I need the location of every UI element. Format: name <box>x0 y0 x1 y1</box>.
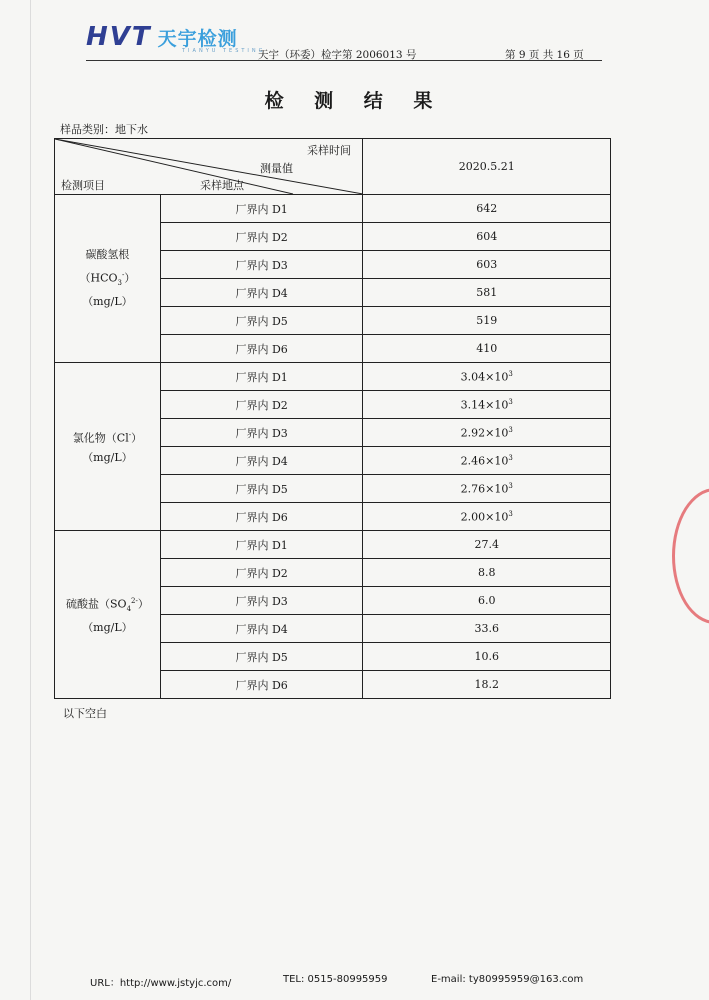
sampling-location: 厂界内 D4 <box>160 615 363 643</box>
measured-value: 642 <box>363 195 611 223</box>
measured-value: 10.6 <box>363 643 611 671</box>
sampling-location: 厂界内 D4 <box>160 447 363 475</box>
measured-value: 8.8 <box>363 559 611 587</box>
measured-value: $3.14\times 10^3$ <box>363 391 611 419</box>
table-header-row <box>55 139 611 195</box>
table-row <box>55 363 611 391</box>
sampling-location: 厂界内 D1 <box>160 363 363 391</box>
footer-email: E-mail: ty80995959@163.com <box>431 974 584 985</box>
sampling-location: 厂界内 D2 <box>160 559 363 587</box>
test-item-unit: （mg/L） <box>82 621 133 635</box>
sampling-point-label: 采样地点 <box>200 179 244 192</box>
page-number: 第 9 页 共 16 页 <box>505 49 584 61</box>
measured-value: $2.76\times 10^3$ <box>363 475 611 503</box>
test-item-cell <box>55 363 161 531</box>
test-item-formula: $(HCO_3^-)$ <box>79 270 136 287</box>
test-item-cell <box>55 531 161 699</box>
logo-chinese: 天宇检测 <box>157 27 238 50</box>
footer-phone: TEL: 0515-80995959 <box>283 974 388 985</box>
sampling-location: 厂界内 D5 <box>160 307 363 335</box>
measured-value: 18.2 <box>363 671 611 699</box>
measured-value: 603 <box>363 251 611 279</box>
sampling-location: 厂界内 D6 <box>160 671 363 699</box>
test-item-name: 碳酸氢根 <box>85 247 130 261</box>
sampling-location: 厂界内 D3 <box>160 251 363 279</box>
company-logo <box>86 24 238 50</box>
end-of-content-note: 以下空白 <box>63 707 107 720</box>
measured-value: 604 <box>363 223 611 251</box>
results-table <box>54 138 611 699</box>
header-divider <box>86 60 602 61</box>
measured-value-label: 测量值 <box>260 162 293 175</box>
sampling-location: 厂界内 D1 <box>160 531 363 559</box>
measured-value: $2.46\times 10^3$ <box>363 447 611 475</box>
sampling-location: 厂界内 D6 <box>160 335 363 363</box>
table-row <box>55 195 611 223</box>
measured-value: $2.92\times 10^3$ <box>363 419 611 447</box>
test-item-unit: （mg/L） <box>82 295 133 309</box>
sampling-location: 厂界内 D2 <box>160 223 363 251</box>
sampling-date: 2020.5.21 <box>363 139 611 195</box>
measured-value: 27.4 <box>363 531 611 559</box>
document-number: 天宇（环委）检字第 2006013 号 <box>258 49 417 61</box>
sampling-location: 厂界内 D5 <box>160 643 363 671</box>
measured-value: 6.0 <box>363 587 611 615</box>
page-title: 检 测 结 果 <box>264 90 445 112</box>
test-item-label: 检测项目 <box>61 179 105 192</box>
sampling-location: 厂界内 D3 <box>160 419 363 447</box>
binding-line <box>30 0 31 1000</box>
footer-url: URL：http://www.jstyjc.com/ <box>90 978 232 989</box>
table-row <box>55 531 611 559</box>
measured-value: 410 <box>363 335 611 363</box>
sampling-location: 厂界内 D6 <box>160 503 363 531</box>
measured-value: 519 <box>363 307 611 335</box>
logo-latin: HVT <box>86 22 152 52</box>
test-item-name: 氯化物（Cl-） <box>72 430 143 445</box>
diagonal-header-cell <box>55 139 363 195</box>
sampling-location: 厂界内 D5 <box>160 475 363 503</box>
sampling-location: 厂界内 D4 <box>160 279 363 307</box>
measured-value: $2.00\times 10^3$ <box>363 503 611 531</box>
measured-value: $3.04\times 10^3$ <box>363 363 611 391</box>
test-item-cell <box>55 195 161 363</box>
sample-type: 样品类别：地下水 <box>60 123 148 136</box>
test-item-unit: （mg/L） <box>82 451 133 465</box>
sampling-location: 厂界内 D1 <box>160 195 363 223</box>
sampling-location: 厂界内 D2 <box>160 391 363 419</box>
measured-value: 33.6 <box>363 615 611 643</box>
official-seal-edge <box>672 488 709 624</box>
logo-subtext: TIANYU TESTING <box>182 48 266 54</box>
sampling-location: 厂界内 D3 <box>160 587 363 615</box>
test-item-name: 硫酸盐$(SO_4^{2-})$ <box>66 596 149 613</box>
sampling-time-label: 采样时间 <box>307 144 351 157</box>
measured-value: 581 <box>363 279 611 307</box>
